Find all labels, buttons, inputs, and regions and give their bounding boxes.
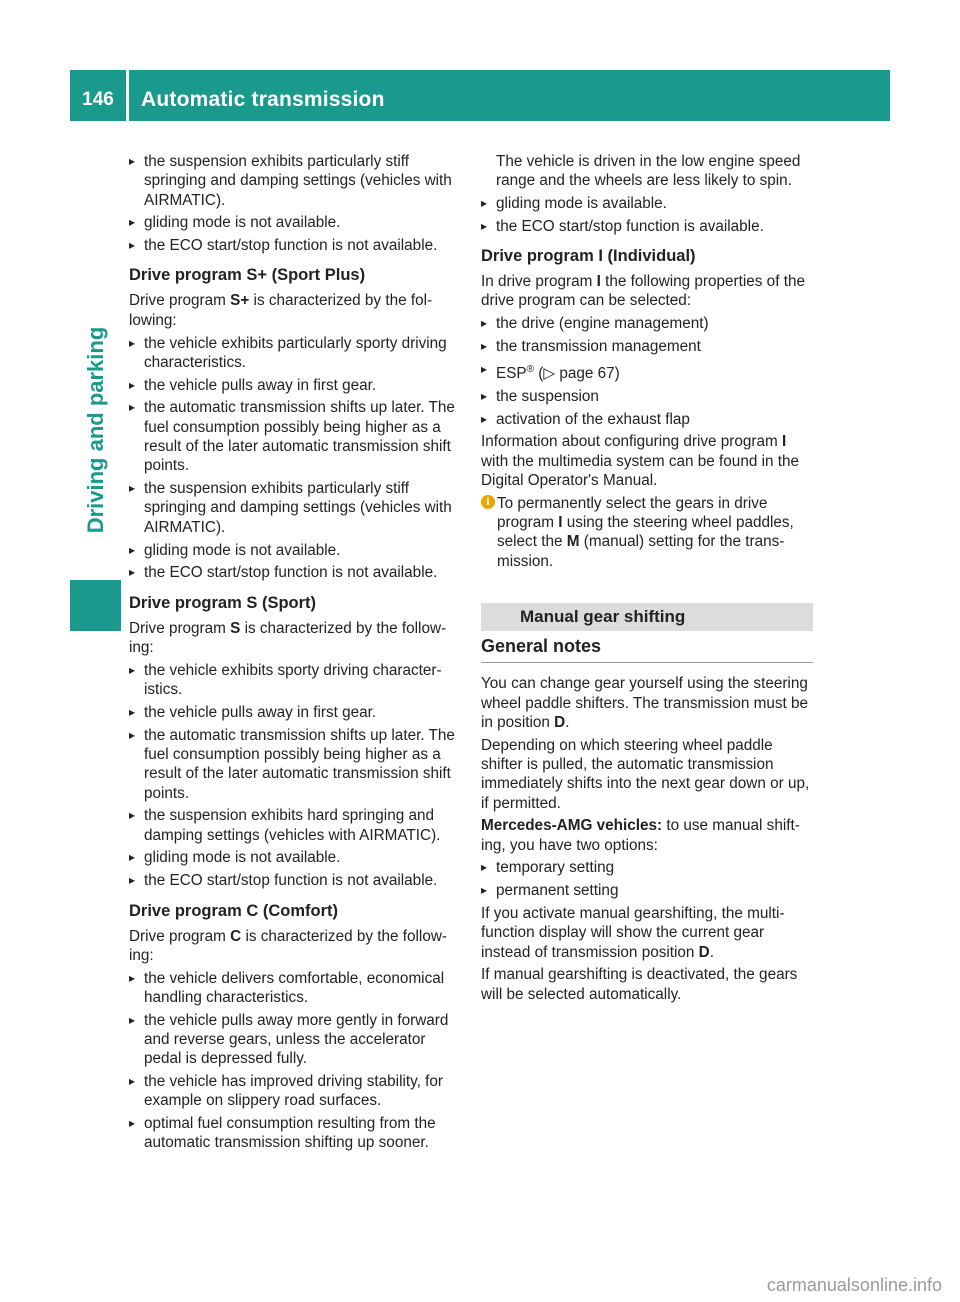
- individual-intro: In drive program I the following properties of the drive program can be selected:: [481, 273, 805, 310]
- right-column: [481, 152, 813, 1007]
- list-item: ▸ permanent setting: [481, 881, 813, 900]
- section-heading-individual: Drive program I (Individual): [481, 247, 696, 266]
- list-item: ▸ gliding mode is not available.: [129, 541, 461, 560]
- list-item: ▸ the vehicle exhibits particularly sporty driving characteristics.: [129, 334, 461, 373]
- page-number: 146: [82, 89, 114, 110]
- individual-info: Information about configuring drive program I with the multimedia system can be found in the Digital Operator's Manual.: [481, 433, 800, 489]
- section-heading-sport: Drive program S (Sport): [129, 593, 317, 612]
- side-tab-marker: [70, 580, 121, 631]
- info-note: i To permanently select the gears in drive program I using the steering wheel paddles, select the M (manual) setting for the trans- mission.: [481, 494, 813, 571]
- list-item: ▸ the ECO start/stop function is not available.: [129, 871, 461, 890]
- list-item: ▸ the vehicle pulls away in first gear.: [129, 376, 461, 395]
- list-item: ▸ the drive (engine management): [481, 314, 813, 333]
- side-tab-label: Driving and parking: [83, 326, 108, 534]
- manual-paragraph-4: If you activate manual gearshifting, the multi- function display will show the current gear instead of transmission position D.: [481, 905, 785, 961]
- info-icon: i: [481, 495, 495, 509]
- manual-paragraph-1: You can change gear yourself using the steering wheel paddle shifters. The transmission must be in position D.: [481, 675, 809, 731]
- sport-intro: Drive program S is characterized by the follow- ing:: [129, 619, 447, 656]
- list-item: ▸ the ECO start/stop function is not available.: [129, 236, 461, 255]
- list-item: ▸ the suspension exhibits hard springing and damping settings (vehicles with AIRMATIC).: [129, 806, 461, 845]
- left-column: [129, 152, 461, 1156]
- list-item: ▸ the automatic transmission shifts up later. The fuel consumption possibly being higher as a result of the later automatic transmission shift points.: [129, 398, 461, 475]
- list-item: ▸ the suspension exhibits particularly stiff springing and damping settings (vehicles with AIRMATIC).: [129, 152, 461, 210]
- list-item: ▸ the automatic transmission shifts up later. The fuel consumption possibly being higher as a result of the later automatic transmission shift points.: [129, 726, 461, 803]
- list-item-continued: The vehicle is driven in the low engine speed range and the wheels are less likely to spin.: [496, 153, 801, 190]
- list-item: ▸ the suspension exhibits particularly stiff springing and damping settings (vehicles with AIRMATIC).: [129, 479, 461, 537]
- section-banner-manual: Manual gear shifting: [481, 603, 813, 631]
- manual-paragraph-5: If manual gearshifting is deactivated, the gears will be selected automatically.: [481, 966, 798, 1003]
- section-heading-comfort: Drive program C (Comfort): [129, 901, 339, 920]
- list-item: ▸ gliding mode is not available.: [129, 213, 461, 232]
- list-item: ▸ the vehicle delivers comfortable, economical handling characteristics.: [129, 969, 461, 1008]
- list-item: ▸ the ECO start/stop function is not available.: [129, 563, 461, 582]
- header-separator: [126, 70, 129, 121]
- list-item: ▸ gliding mode is not available.: [129, 848, 461, 867]
- list-item: ▸ the vehicle has improved driving stability, for example on slippery road surfaces.: [129, 1072, 461, 1111]
- comfort-intro: Drive program C is characterized by the follow- ing:: [129, 927, 447, 964]
- page-title: Automatic transmission: [141, 88, 385, 111]
- list-item: ▸ the vehicle exhibits sporty driving character- istics.: [129, 661, 461, 700]
- manual-paragraph-3: Mercedes-AMG vehicles: to use manual shift- ing, you have two options:: [481, 817, 800, 854]
- list-item: ▸ temporary setting: [481, 858, 813, 877]
- subheading-general-notes: General notes: [481, 637, 813, 663]
- list-item-esp: ▸ ESP® (▷ page 67): [481, 360, 813, 383]
- list-item: ▸ the suspension: [481, 387, 813, 406]
- list-item: ▸ the vehicle pulls away in first gear.: [129, 703, 461, 722]
- page-reference-link[interactable]: (▷ page 67): [533, 364, 620, 382]
- list-item: ▸ optimal fuel consumption resulting from the automatic transmission shifting up sooner.: [129, 1114, 461, 1153]
- watermark: carmanualsonline.info: [766, 1275, 942, 1295]
- list-item: ▸ activation of the exhaust flap: [481, 410, 813, 429]
- list-item: ▸ the ECO start/stop function is available.: [481, 217, 813, 236]
- list-item: ▸ the vehicle pulls away more gently in forward and reverse gears, unless the accelerator pedal is depressed fully.: [129, 1011, 461, 1069]
- manual-paragraph-2: Depending on which steering wheel paddle shifter is pulled, the automatic transmission immediately shifts into the next gear down or up, if permitted.: [481, 736, 810, 812]
- list-item: ▸ gliding mode is available.: [481, 194, 813, 213]
- list-item: ▸ the transmission management: [481, 337, 813, 356]
- sport-plus-intro: Drive program S+ is characterized by the fol- lowing:: [129, 292, 433, 329]
- section-heading-sport-plus: Drive program S+ (Sport Plus): [129, 266, 366, 285]
